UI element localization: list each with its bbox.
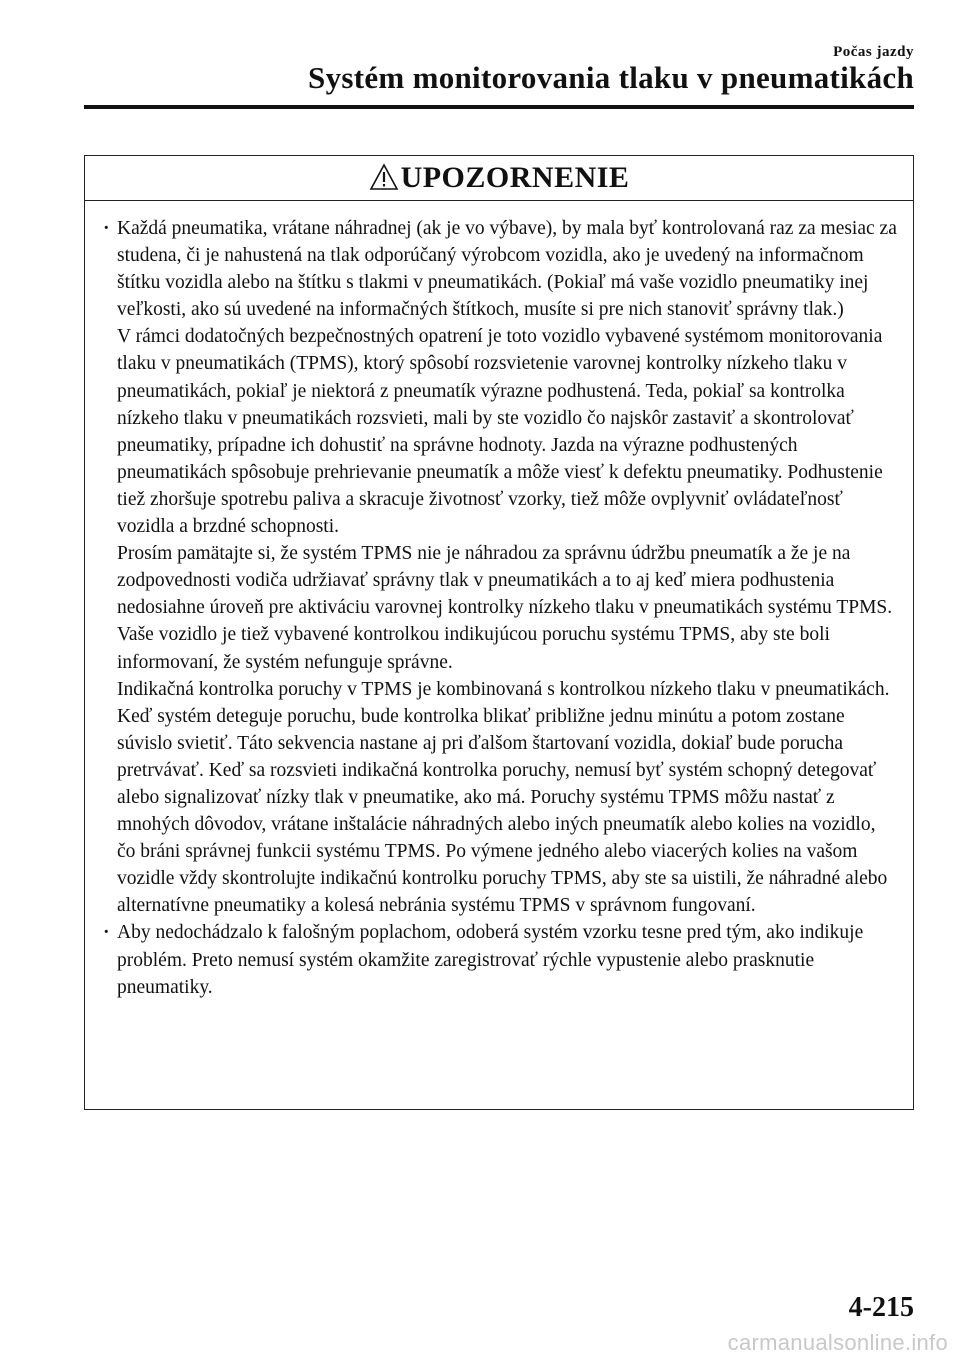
bullet-item bbox=[103, 919, 897, 1000]
paragraph: Prosím pamätajte si, že systém TPMS nie je náhradou za správnu údržbu pneumatík a že je na zodpovednosti vodiča udržiavať správny tlak v pneumatikách a to aj keď miera podhustenia nedosiahne úroveň pre aktiváciu varovnej kontrolky nízkeho tlaku v pneumatikách systému TPMS. bbox=[117, 543, 893, 619]
bullet-text bbox=[117, 215, 897, 919]
caution-label: UPOZORNENIE bbox=[400, 161, 630, 194]
section-label: Počas jazdy bbox=[833, 44, 914, 60]
caution-box bbox=[84, 155, 914, 1110]
paragraph: Aby nedochádzalo k falošným poplachom, odoberá systém vzorku tesne pred tým, ako indikuje problém. Preto nemusí systém okamžite zaregistrovať rýchle vypustenie alebo prasknutie pneumatiky. bbox=[117, 922, 864, 998]
caution-header bbox=[85, 156, 913, 201]
watermark: carmanualsonline.info bbox=[727, 1330, 948, 1355]
paragraph: V rámci dodatočných bezpečnostných opatrení je toto vozidlo vybavené systémom monitorovania tlaku v pneumatikách (TPMS), ktorý spôsobí rozsvietenie varovnej kontrolky nízkeho tlaku v pneumatikách, pokiaľ je niektorá z pneumatík výrazne podhustená. Teda, pokiaľ sa kontrolka nízkeho tlaku v pneumatikách rozsvieti, mali by ste vozidlo čo najskôr zastaviť a skontrolovať pneumatiky, prípadne ich dohustiť na správne hodnoty. Jazda na výrazne podhustených pneumatikách spôsobuje prehrievanie pneumatík a môže viesť k defektu pneumatiky. Podhustenie tiež zhoršuje spotrebu paliva a skracuje životnosť vzorky, tiež môže ovplyvniť ovládateľnosť vozidla a brzdné schopnosti. bbox=[117, 326, 883, 538]
bullet-dot: · bbox=[103, 218, 110, 239]
warning-triangle-icon bbox=[369, 163, 399, 191]
bullet-dot: · bbox=[103, 922, 110, 944]
paragraph: Vaše vozidlo je tiež vybavené kontrolkou indikujúcou poruchu systému TPMS, aby ste boli informovaní, že systém nefunguje správne. bbox=[117, 624, 830, 673]
caution-body bbox=[85, 201, 913, 1001]
header-divider bbox=[84, 105, 914, 109]
page-number: 4-215 bbox=[848, 1292, 914, 1323]
page-title: Systém monitorovania tlaku v pneumatikách bbox=[308, 60, 914, 95]
paragraph: Každá pneumatika, vrátane náhradnej (ak je vo výbave), by mala byť kontrolovaná raz za mesiac za studena, či je nahustená na tlak odporúčaný výrobcom vozidla, ako je uvedený na informačnom štítku vozidla alebo na štítku s tlakmi v pneumatikách. (Pokiaľ má vaše vozidlo pneumatiky inej veľkosti, ako sú uvedené na informačných štítkoch, musíte si pre nich stanoviť správny tlak.) bbox=[117, 218, 897, 321]
bullet-text bbox=[117, 919, 897, 1000]
paragraph: Indikačná kontrolka poruchy v TPMS je kombinovaná s kontrolkou nízkeho tlaku v pneumatikách. Keď systém deteguje poruchu, bude kontrolka blikať približne jednu minútu a potom zostane súvislo svietiť. Táto sekvencia nastane aj pri ďalšom štartovaní vozidla, dokiaľ bude porucha pretrvávať. Keď sa rozsvieti indikačná kontrolka poruchy, nemusí byť systém schopný detegovať alebo signalizovať nízky tlak v pneumatike, ako má. Poruchy systému TPMS môžu nastať z mnohých dôvodov, vrátane inštalácie náhradných alebo iných pneumatík alebo kolies na vozidlo, čo bráni správnej funkcii systému TPMS. Po výmene jedného alebo viacerých kolies na vašom vozidle vždy skontrolujte indikačnú kontrolku poruchy TPMS, aby ste sa uistili, že náhradné alebo alternatívne pneumatiky a kolesá nebránia systému TPMS v správnom fungovaní. bbox=[117, 678, 890, 917]
bullet-item bbox=[103, 215, 897, 919]
